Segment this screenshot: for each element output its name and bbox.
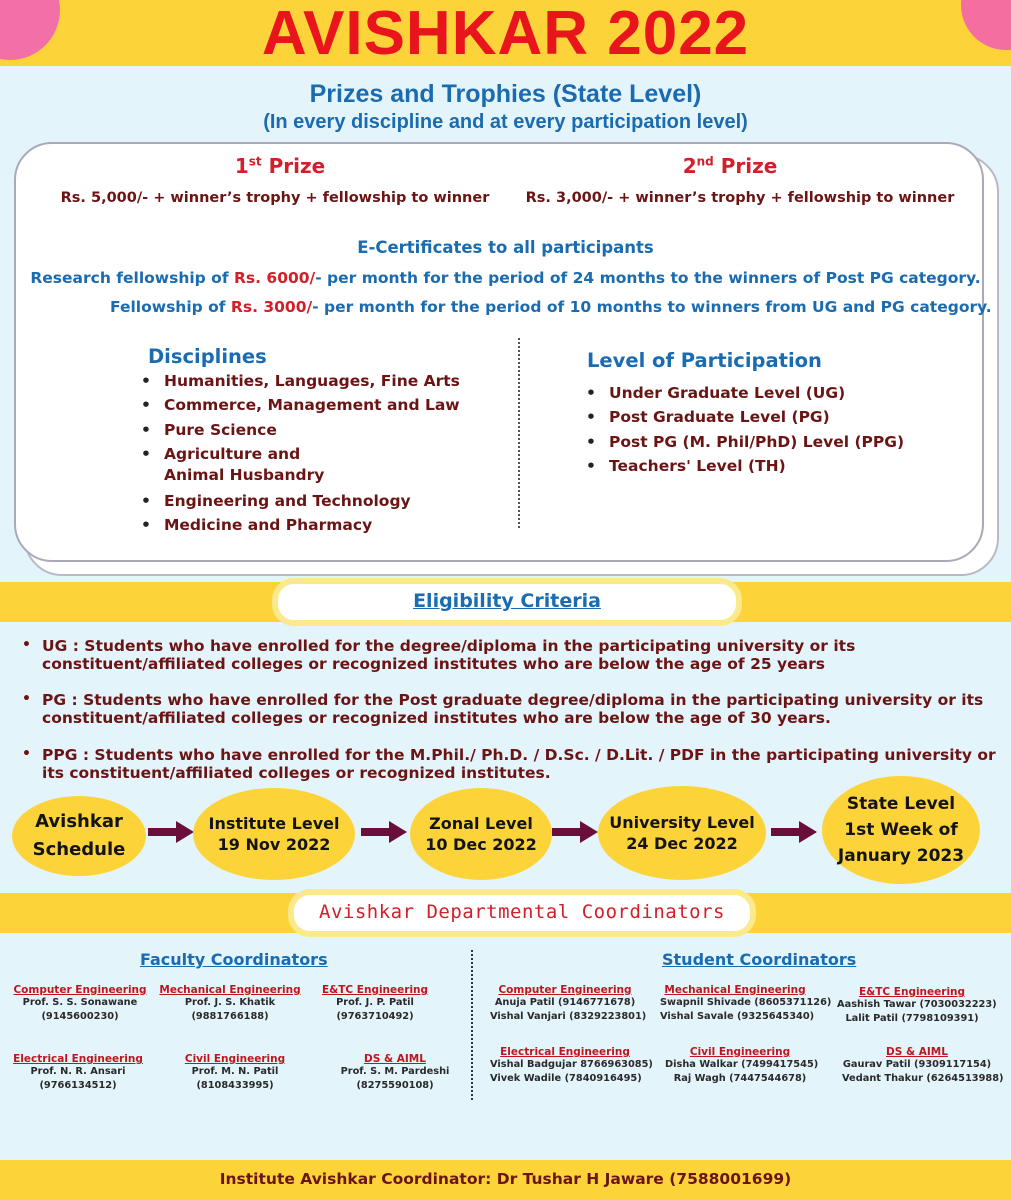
schedule-final-node (822, 776, 980, 884)
schedule-final-line3: January 2023 (837, 846, 965, 866)
second-prize-description: Rs. 3,000/- + winner’s trophy + fellowship to winner (525, 190, 955, 206)
fellowship-ppg-amount: Rs. 6000/ (233, 269, 316, 287)
faculty-entry (155, 984, 305, 1024)
schedule-step-title: Zonal Level (429, 814, 533, 833)
coordinator-name: Prof. M. N. Patil (191, 1066, 279, 1077)
arrow-right-icon (148, 821, 194, 843)
first-prize-description: Rs. 5,000/- + winner’s trophy + fellowship to winner (60, 190, 490, 206)
student-entry (842, 1046, 1004, 1086)
eligibility-text: UG : Students who have enrolled for the degree/diploma in the participating university or its constituent/affiliated colleges or recognized institutes who are below the age of 25 years (42, 637, 856, 673)
coordinator-contact: Vishal Savale (9325645340) (660, 1011, 815, 1022)
disciplines-list (141, 369, 511, 466)
coordinator-contact: Lalit Patil (7798109391) (845, 1013, 979, 1024)
coordinator-contact: Vishal Badgujar 8766963085) (490, 1059, 653, 1070)
discipline-item: • Commerce, Management and Law (141, 393, 511, 417)
schedule-final-line1: State Level (846, 794, 956, 814)
student-entry (665, 1046, 819, 1086)
department-name: Computer Engineering (498, 984, 632, 996)
student-entry (490, 1046, 653, 1086)
coordinator-phone: (8275590108) (356, 1080, 434, 1091)
first-prize-label: Prize (268, 154, 326, 178)
discipline-item: • Agriculture and (141, 442, 511, 466)
first-prize-heading (200, 154, 360, 178)
levels-list (586, 381, 966, 478)
certificates-note: E-Certificates to all participants (357, 238, 654, 257)
student-coordinators-heading: Student Coordinators (662, 950, 857, 969)
column-divider (518, 338, 520, 528)
coordinator-contact: Swapnil Shivade (8605371126) (660, 997, 832, 1008)
coordinator-contact: Anuja Patil (9146771678) (494, 997, 636, 1008)
level-item: • Under Graduate Level (UG) (586, 381, 966, 405)
schedule-step-date: 24 Dec 2022 (626, 834, 738, 853)
coordinator-name: Prof. N. R. Ansari (30, 1066, 126, 1077)
coordinator-name: Prof. J. P. Patil (336, 997, 414, 1008)
schedule-step-title: Institute Level (208, 814, 340, 833)
faculty-entry (5, 984, 155, 1024)
eligibility-item-ug (22, 637, 1002, 677)
coordinators-divider (471, 950, 473, 1100)
schedule-step-zonal (410, 788, 552, 880)
prizes-title: Prizes and Trophies (State Level) (309, 80, 702, 108)
schedule-start-line2: Schedule (32, 839, 126, 860)
department-name: Electrical Engineering (13, 1053, 143, 1065)
schedule-final-line2: 1st Week of (844, 820, 958, 840)
faculty-entry (300, 984, 450, 1024)
arrow-right-icon (552, 821, 598, 843)
second-prize-heading (650, 154, 810, 178)
department-name: DS & AIML (364, 1053, 426, 1065)
coordinator-contact: Vivek Wadile (7840916495) (490, 1073, 642, 1084)
schedule-step-date: 10 Dec 2022 (425, 835, 537, 854)
student-entry (660, 984, 832, 1024)
coordinator-phone: (9881766188) (191, 1011, 269, 1022)
arrow-right-icon (361, 821, 407, 843)
eligibility-heading: Eligibility Criteria (413, 590, 601, 612)
fellowship-ugpg-before: Fellowship of (110, 298, 231, 316)
department-name: Mechanical Engineering (159, 984, 301, 996)
department-name: Civil Engineering (689, 1046, 791, 1058)
coordinator-name: Prof. S. M. Pardeshi (340, 1066, 450, 1077)
bullet-icon: • (22, 637, 31, 653)
faculty-coordinators-heading: Faculty Coordinators (140, 950, 328, 969)
first-prize-suffix: st (248, 154, 262, 169)
department-name: E&TC Engineering (858, 986, 966, 998)
student-entry (837, 986, 997, 1026)
fellowship-ppg-after: - per month for the period of 24 months to the winners of Post PG category. (315, 269, 981, 287)
coordinator-contact: Gaurav Patil (9309117154) (842, 1059, 992, 1070)
discipline-item: • Humanities, Languages, Fine Arts (141, 369, 511, 393)
schedule-step-title: University Level (609, 813, 755, 832)
level-item: • Post PG (M. Phil/PhD) Level (PPG) (586, 430, 966, 454)
department-name: Electrical Engineering (500, 1046, 630, 1058)
eligibility-text: PPG : Students who have enrolled for the M.Phil./ Ph.D. / D.Sc. / D.Lit. / PDF in the participating university or its constituent/affiliated colleges or recognized institutes. (42, 746, 996, 782)
level-item: • Post Graduate Level (PG) (586, 405, 966, 429)
faculty-entry (320, 1053, 470, 1093)
second-prize-label: Prize (720, 154, 778, 178)
coordinators-heading: Avishkar Departmental Coordinators (319, 901, 725, 923)
department-name: Computer Engineering (13, 984, 147, 996)
student-entry (490, 984, 647, 1024)
coordinator-contact: Disha Walkar (7499417545) (665, 1059, 819, 1070)
eligibility-pill (272, 578, 742, 626)
coordinator-contact: Vedant Thakur (6264513988) (842, 1073, 1004, 1084)
arrow-right-icon (771, 821, 817, 843)
coordinator-contact: Raj Wagh (7447544678) (673, 1073, 807, 1084)
discipline-item: • Medicine and Pharmacy (141, 513, 511, 537)
poster-title: AVISHKAR 2022 (261, 0, 750, 68)
fellowship-ppg-before: Research fellowship of (30, 269, 234, 287)
levels-heading: Level of Participation (587, 349, 822, 372)
discipline-item: • Pure Science (141, 418, 511, 442)
faculty-entry (160, 1053, 310, 1093)
schedule-start-node (12, 796, 146, 876)
coordinator-phone: (9763710492) (336, 1011, 414, 1022)
department-name: DS & AIML (886, 1046, 948, 1058)
schedule-step-date: 19 Nov 2022 (217, 835, 331, 854)
discipline-item-continuation: Animal Husbandry (164, 466, 325, 484)
first-prize-number: 1 (234, 154, 249, 178)
fellowship-ugpg (110, 298, 990, 316)
eligibility-text: PG : Students who have enrolled for the Post graduate degree/diploma in the participating university or its constituent/affiliated colleges or recognized institutes who are below the age of 30 years. (42, 691, 984, 727)
disciplines-list-continued (141, 489, 511, 538)
disciplines-heading: Disciplines (148, 345, 267, 368)
eligibility-item-ppg (22, 746, 1002, 786)
schedule-step-institute (193, 788, 355, 880)
eligibility-item-pg (22, 691, 1002, 731)
department-name: Civil Engineering (184, 1053, 286, 1065)
coordinator-contact: Aashish Tawar (7030032223) (837, 999, 997, 1010)
schedule-start-line1: Avishkar (35, 811, 123, 832)
fellowship-ppg (0, 269, 1011, 287)
coordinator-name: Prof. S. S. Sonawane (22, 997, 138, 1008)
fellowship-ugpg-amount: Rs. 3000/ (230, 298, 313, 316)
level-item: • Teachers' Level (TH) (586, 454, 966, 478)
coordinators-pill (288, 889, 756, 937)
bullet-icon: • (22, 746, 31, 762)
faculty-entry (3, 1053, 153, 1093)
schedule-step-university (598, 786, 766, 880)
coordinator-contact: Vishal Vanjari (8329223801) (490, 1011, 647, 1022)
coordinator-phone: (8108433995) (196, 1080, 274, 1091)
coordinator-name: Prof. J. S. Khatik (184, 997, 276, 1008)
department-name: E&TC Engineering (321, 984, 429, 996)
second-prize-suffix: nd (696, 154, 714, 169)
department-name: Mechanical Engineering (664, 984, 806, 996)
prizes-subtitle: (In every discipline and at every participation level) (263, 111, 748, 133)
fellowship-ugpg-after: - per month for the period of 10 months to winners from UG and PG category. (312, 298, 992, 316)
discipline-item: • Engineering and Technology (141, 489, 511, 513)
institute-coordinator: Institute Avishkar Coordinator: Dr Tushar H Jaware (7588001699) (219, 1170, 792, 1188)
coordinator-phone: (9766134512) (39, 1080, 117, 1091)
coordinator-phone: (9145600230) (41, 1011, 119, 1022)
second-prize-number: 2 (682, 154, 697, 178)
bullet-icon: • (22, 691, 31, 707)
